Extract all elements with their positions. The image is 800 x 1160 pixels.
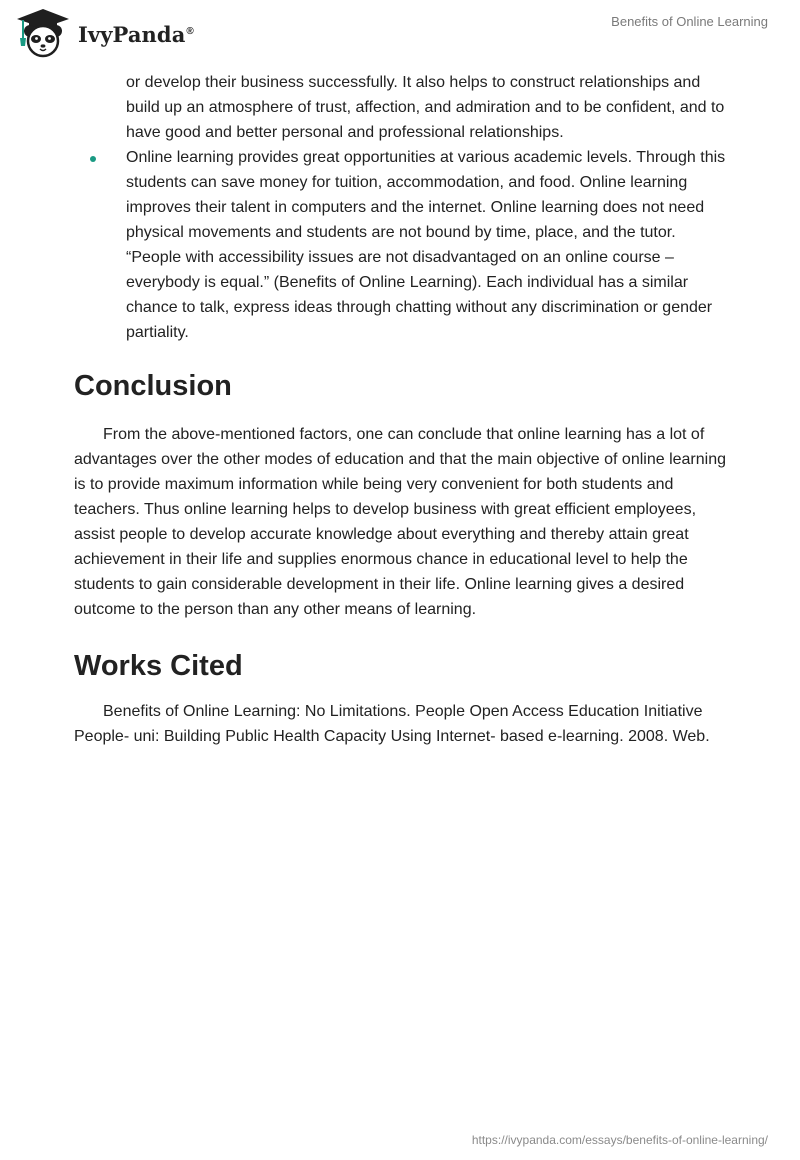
running-title: Benefits of Online Learning	[611, 14, 768, 29]
ivypanda-logo[interactable]	[14, 8, 194, 58]
page-header	[0, 0, 800, 60]
bullet-list	[74, 70, 726, 345]
panda-graduate-icon	[14, 8, 72, 58]
essay-content	[74, 70, 726, 749]
bullet-dot-icon	[90, 156, 96, 162]
conclusion-paragraph: From the above-mentioned factors, one can conclude that online learning has a lot of advantages over the other modes of education and that the main objective of online learning is to provide maximum information while being very convenient for both students and teachers. Thus online learning helps to develop business with great efficient employees, assist people to develop accurate knowledge about everything and thereby attain great achievement in their life and supplies enormous chance in educational level to help the students to gain considerable development in their life. Online learning gives a desired outcome to the person than any other means of learning.	[74, 426, 726, 618]
footer-url[interactable]: https://ivypanda.com/essays/benefits-of-online-learning/	[471, 1133, 768, 1147]
registered-mark: ®	[186, 25, 194, 37]
bullet-text: Online learning provides great opportunities at various academic levels. Through this students can save money for tuition, accommodation, and food. Online learning improves their talent in computers and the internet. Online learning does not need physical movements and students are not bound by time, place, and the tutor. “People with accessibility issues are not disadvantaged on an online course – everybody is equal.” (Benefits of Online Learning). Each individual has a similar chance to talk, express ideas through chatting without any discrimination or gender partiality.	[126, 149, 726, 341]
bullet-text: or develop their business successfully. It also helps to construct relationships and build up an atmosphere of trust, affection, and admiration and to be confident, and to have good and better personal and professional relationships.	[126, 74, 725, 141]
conclusion-heading: Conclusion	[74, 370, 232, 402]
works-cited-heading: Works Cited	[74, 650, 243, 682]
citation-entry: Benefits of Online Learning: No Limitations. People Open Access Education Initiative People- uni: Building Public Health Capacity Using Internet- based e-learning. 2008. Web.	[74, 703, 710, 745]
list-item	[126, 145, 726, 345]
brand-name: IvyPanda®	[78, 21, 194, 47]
list-item	[126, 70, 726, 145]
